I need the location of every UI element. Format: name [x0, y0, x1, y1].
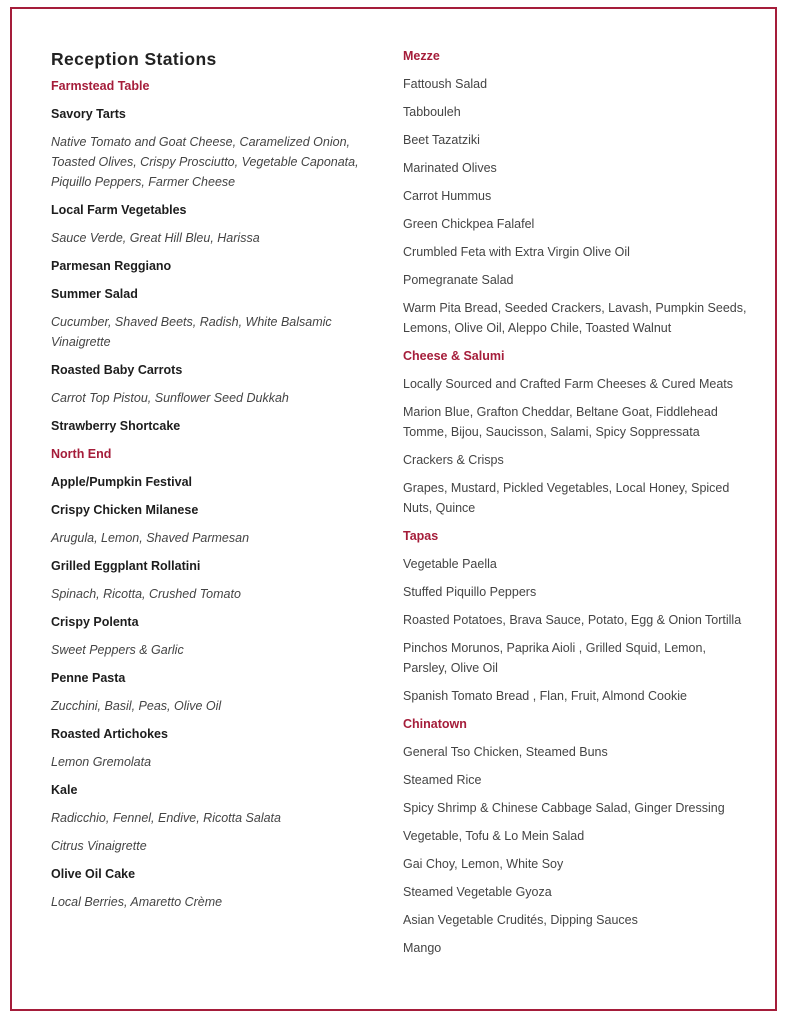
- menu-item: Marion Blue, Grafton Cheddar, Beltane Goat, Fiddlehead Tomme, Bijou, Saucisson, Salami, Spicy Soppressata: [403, 405, 718, 439]
- menu-item-description: Arugula, Lemon, Shaved Parmesan: [51, 531, 250, 545]
- menu-item: Steamed Rice: [403, 773, 482, 787]
- menu-item: Fattoush Salad: [403, 77, 488, 91]
- right-column: [403, 46, 748, 966]
- menu-item: Carrot Hummus: [403, 189, 492, 203]
- menu-item-name: Savory Tarts: [51, 107, 126, 121]
- menu-item-name: Crispy Chicken Milanese: [51, 503, 199, 517]
- menu-item: Tabbouleh: [403, 105, 461, 119]
- menu-item-description: Radicchio, Fennel, Endive, Ricotta Salata: [51, 811, 281, 825]
- menu-item-description: Sweet Peppers & Garlic: [51, 643, 184, 657]
- menu-item: Pinchos Morunos, Paprika Aioli , Grilled Squid, Lemon, Parsley, Olive Oil: [403, 641, 706, 675]
- menu-item-name: Roasted Artichokes: [51, 727, 168, 741]
- section-heading: Chinatown: [403, 717, 467, 731]
- section-heading: Farmstead Table: [51, 79, 150, 93]
- menu-item-description: Zucchini, Basil, Peas, Olive Oil: [51, 699, 222, 713]
- section-heading: Cheese & Salumi: [403, 349, 505, 363]
- menu-item: Pomegranate Salad: [403, 273, 514, 287]
- menu-item-description: Carrot Top Pistou, Sunflower Seed Dukkah: [51, 391, 289, 405]
- menu-item-name: Crispy Polenta: [51, 615, 139, 629]
- menu-item: Roasted Potatoes, Brava Sauce, Potato, Egg & Onion Tortilla: [403, 613, 742, 627]
- menu-item: Spicy Shrimp & Chinese Cabbage Salad, Ginger Dressing: [403, 801, 725, 815]
- menu-item-description: Citrus Vinaigrette: [51, 839, 147, 853]
- menu-item-description: Native Tomato and Goat Cheese, Caramelized Onion, Toasted Olives, Crispy Prosciutto, Vegetable Caponata, Piquillo Peppers, Farmer Cheese: [51, 135, 359, 189]
- menu-item: Warm Pita Bread, Seeded Crackers, Lavash, Pumpkin Seeds, Lemons, Olive Oil, Aleppo Chile, Toasted Walnut: [403, 301, 747, 335]
- menu-item-name: Local Farm Vegetables: [51, 203, 187, 217]
- page-title: Reception Stations: [51, 49, 217, 69]
- menu-item-description: Spinach, Ricotta, Crushed Tomato: [51, 587, 241, 601]
- menu-item: Green Chickpea Falafel: [403, 217, 535, 231]
- menu-item-name: Penne Pasta: [51, 671, 126, 685]
- section-heading: Tapas: [403, 529, 439, 543]
- menu-item: Beet Tazatziki: [403, 133, 480, 147]
- menu-item-name: Parmesan Reggiano: [51, 259, 172, 273]
- menu-item: Gai Choy, Lemon, White Soy: [403, 857, 564, 871]
- menu-item-description: Lemon Gremolata: [51, 755, 152, 769]
- menu-item: Asian Vegetable Crudités, Dipping Sauces: [403, 913, 638, 927]
- menu-item-name: Apple/Pumpkin Festival: [51, 475, 193, 489]
- menu-item: Locally Sourced and Crafted Farm Cheeses & Cured Meats: [403, 377, 734, 391]
- menu-item-name: Kale: [51, 783, 78, 797]
- menu-item-name: Strawberry Shortcake: [51, 419, 181, 433]
- menu-item: General Tso Chicken, Steamed Buns: [403, 745, 608, 759]
- section-heading: Mezze: [403, 49, 440, 63]
- menu-item-description: Local Berries, Amaretto Crème: [51, 895, 223, 909]
- menu-item-name: Grilled Eggplant Rollatini: [51, 559, 201, 573]
- menu-item-name: Olive Oil Cake: [51, 867, 136, 881]
- menu-item: Crumbled Feta with Extra Virgin Olive Oil: [403, 245, 630, 259]
- menu-item: Spanish Tomato Bread , Flan, Fruit, Almond Cookie: [403, 689, 687, 703]
- left-column: [51, 46, 371, 920]
- menu-item: Stuffed Piquillo Peppers: [403, 585, 537, 599]
- menu-item-name: Summer Salad: [51, 287, 138, 301]
- menu-item-name: Roasted Baby Carrots: [51, 363, 183, 377]
- menu-item-description: Sauce Verde, Great Hill Bleu, Harissa: [51, 231, 260, 245]
- menu-item: Vegetable Paella: [403, 557, 497, 571]
- menu-item: Marinated Olives: [403, 161, 497, 175]
- menu-item: Steamed Vegetable Gyoza: [403, 885, 552, 899]
- menu-item: Mango: [403, 941, 442, 955]
- menu-item: Crackers & Crisps: [403, 453, 504, 467]
- menu-item: Vegetable, Tofu & Lo Mein Salad: [403, 829, 585, 843]
- menu-item-description: Cucumber, Shaved Beets, Radish, White Balsamic Vinaigrette: [51, 315, 332, 349]
- menu-item: Grapes, Mustard, Pickled Vegetables, Local Honey, Spiced Nuts, Quince: [403, 481, 730, 515]
- section-heading: North End: [51, 447, 112, 461]
